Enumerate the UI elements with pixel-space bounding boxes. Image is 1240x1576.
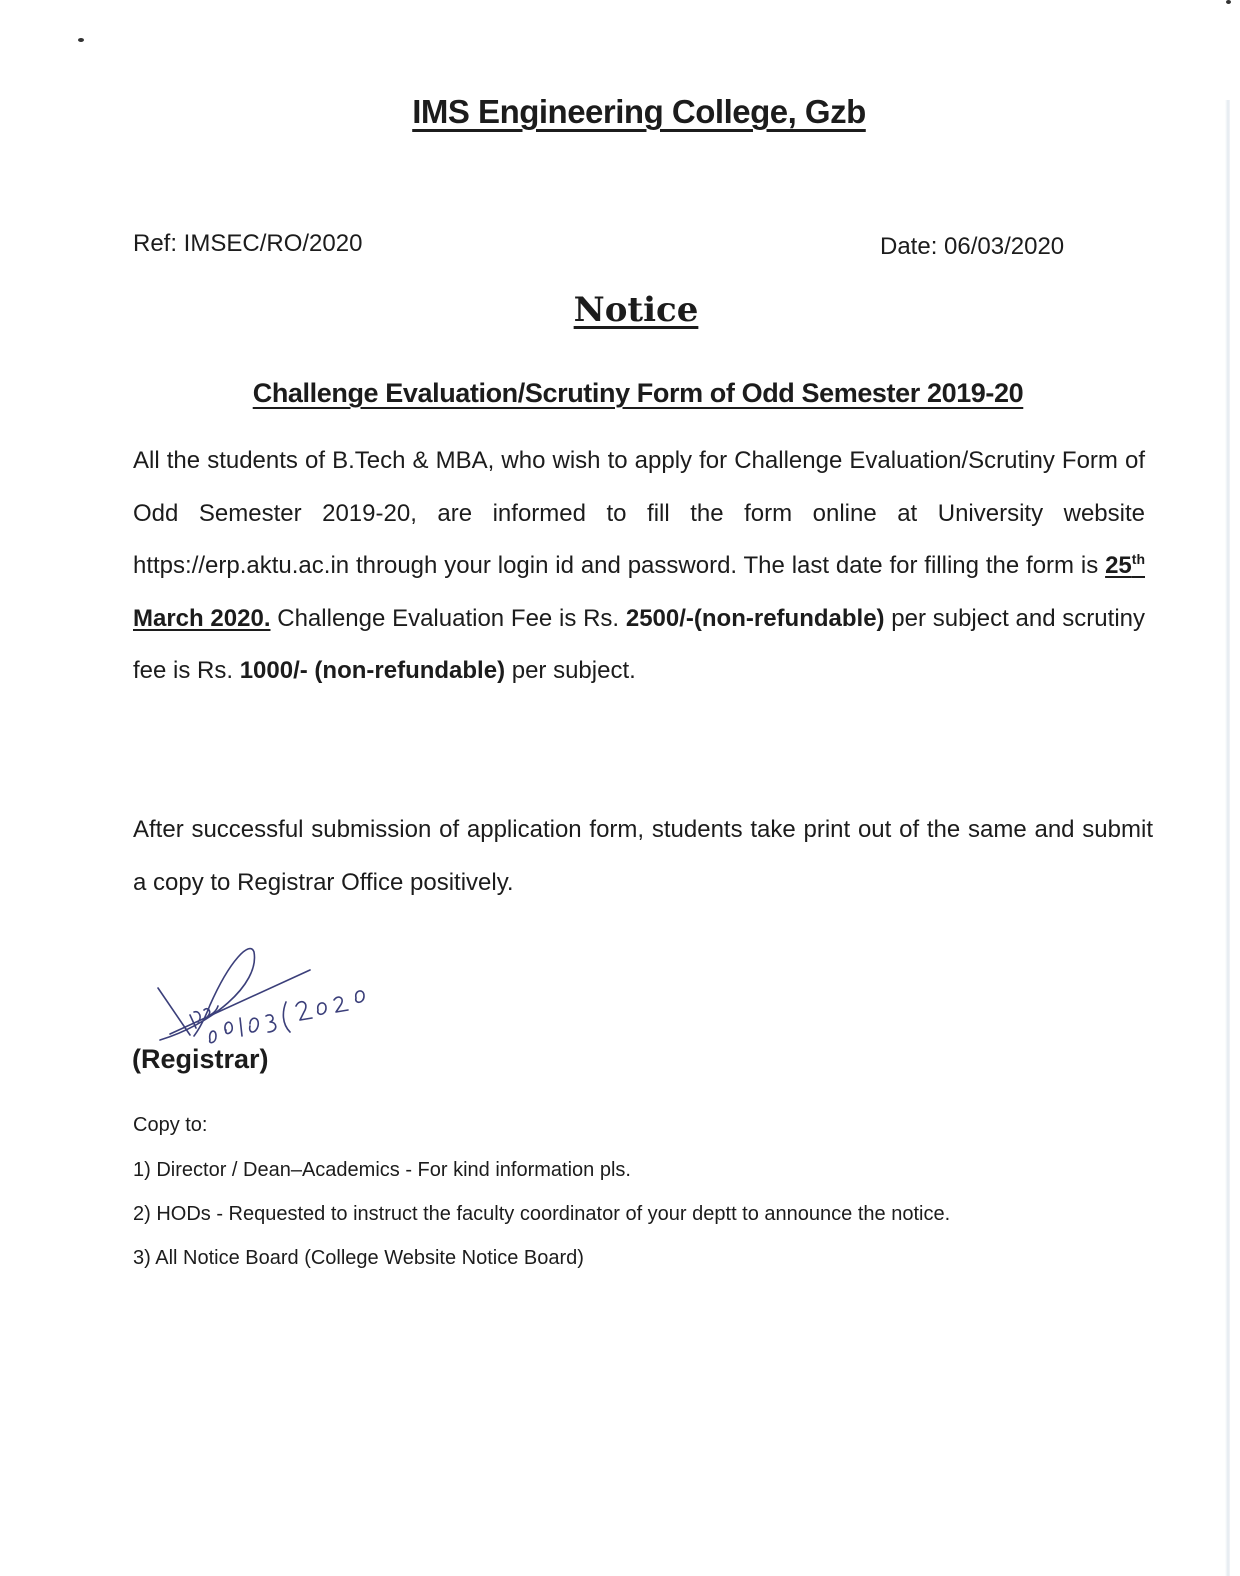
notice-body-paragraph: All the students of B.Tech & MBA, who wish to apply for Challenge Evaluation/Scrutiny Form of Odd Semester 2019-20, are informed to fill the form online at University website https://erp.aktu.ac.in through your login id and password. The last date for filling the form is 25th March 2020. Challenge Evaluation Fee is Rs. 2500/-(non-refundable) per subject and scrutiny fee is Rs. 1000/- (non-refundable) per subject. xyxy=(133,447,1145,684)
body-intro-text: All the students of B.Tech & MBA, who wish to apply for Challenge Evaluation/Scrutiny Form of Odd Semester 2019-20, are informed to fill the form online at University website https://erp.aktu.ac.in through your login id and password. The last date for filling the form is xyxy=(133,447,1145,579)
submission-instruction-paragraph: After successful submission of application form, students take print out of the same and submit a copy to Registrar Office positively. xyxy=(133,816,1153,896)
reference-number: Ref: IMSEC/RO/2020 xyxy=(133,230,363,257)
handwritten-signature-icon xyxy=(150,940,400,1060)
college-title: IMS Engineering College, Gzb xyxy=(412,93,866,130)
copy-to-item: 2) HODs - Requested to instruct the faculty coordinator of your deptt to announce the notice. xyxy=(133,1203,951,1225)
deadline-date: 25th March 2020. xyxy=(133,551,1145,632)
copy-to-label: Copy to: xyxy=(133,1114,208,1136)
scrutiny-fee: 1000/- (non-refundable) xyxy=(239,657,506,684)
scan-speck xyxy=(78,38,84,42)
notice-date: Date: 06/03/2020 xyxy=(880,233,1065,260)
challenge-fee: 2500/-(non-refundable) xyxy=(625,604,885,632)
scan-speck xyxy=(1226,0,1231,4)
copy-to-item: 3) All Notice Board (College Website Notice Board) xyxy=(133,1247,584,1269)
copy-to-list xyxy=(133,1157,950,1289)
copy-to-item: 1) Director / Dean–Academics - For kind information pls. xyxy=(133,1159,631,1181)
notice-subject: Challenge Evaluation/Scrutiny Form of Odd Semester 2019-20 xyxy=(252,378,1024,408)
signatory-title: (Registrar) xyxy=(132,1044,269,1074)
notice-heading: Notice xyxy=(573,290,699,330)
